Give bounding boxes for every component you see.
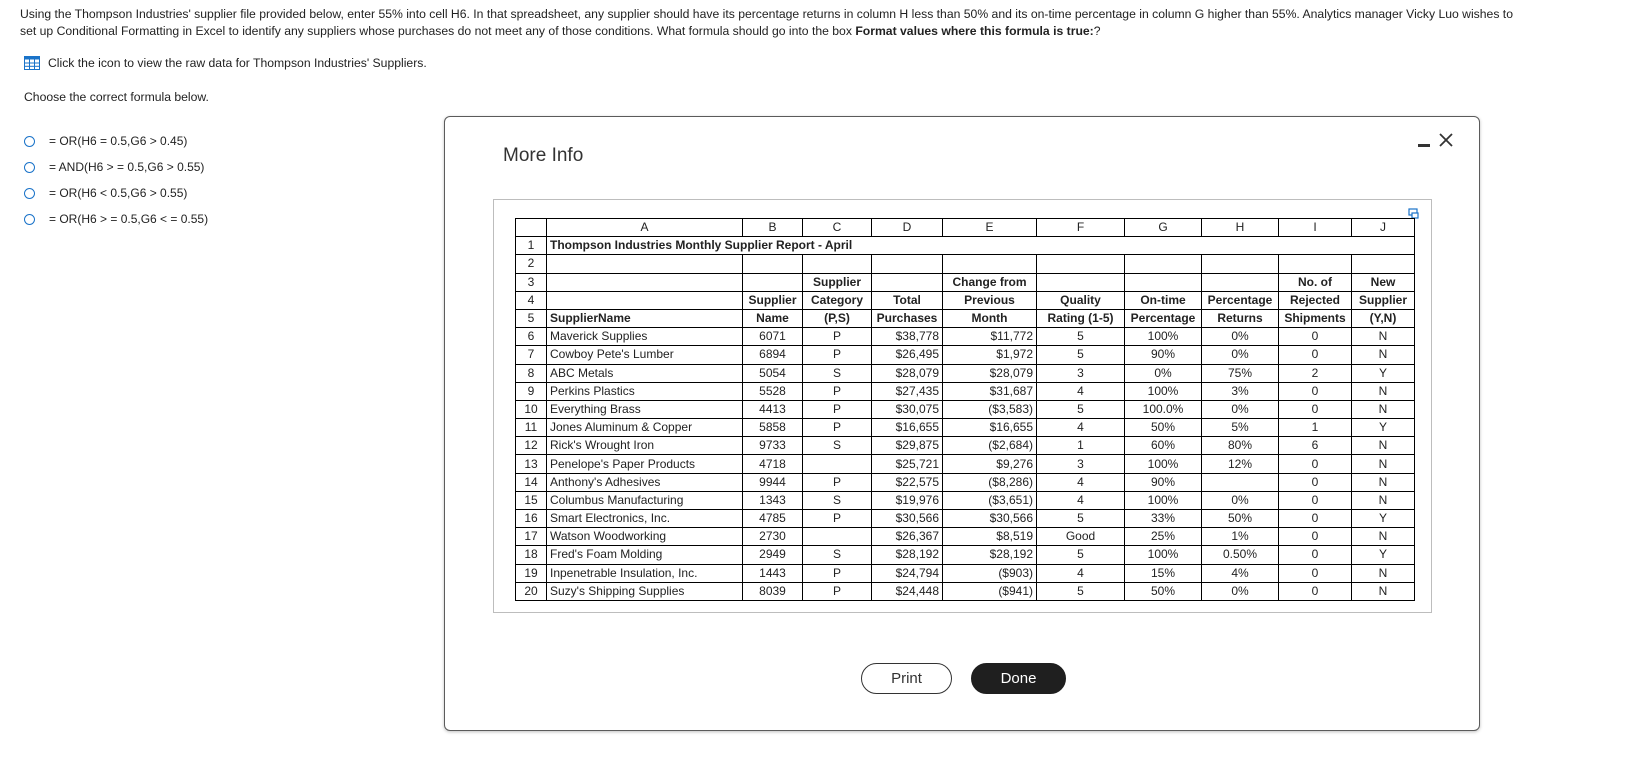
table-cell: 50%: [1125, 419, 1202, 437]
table-cell: 2730: [743, 528, 803, 546]
table-cell: 0%: [1125, 364, 1202, 382]
done-button[interactable]: Done: [971, 663, 1066, 694]
table-cell: 2949: [743, 546, 803, 564]
table-cell: 1443: [743, 564, 803, 582]
question-end: ?: [1093, 24, 1101, 38]
table-cell: Penelope's Paper Products: [547, 455, 743, 473]
table-row: [516, 255, 1415, 273]
table-cell: 4%: [1202, 564, 1279, 582]
table-row: [516, 528, 1415, 546]
table-cell: 75%: [1202, 364, 1279, 382]
table-cell: [1202, 473, 1279, 491]
radio-button[interactable]: [24, 136, 35, 147]
table-cell: 0: [1279, 546, 1352, 564]
table-cell: 0: [1279, 491, 1352, 509]
row-number: 15: [516, 491, 547, 509]
table-cell: 50%: [1125, 582, 1202, 600]
table-cell: N: [1352, 382, 1415, 400]
table-cell: Good: [1037, 528, 1125, 546]
option-label[interactable]: = AND(H6 > = 0.5,G6 > 0.55): [49, 160, 205, 174]
table-row: [516, 510, 1415, 528]
table-cell: Anthony's Adhesives: [547, 473, 743, 491]
table-cell: ($941): [943, 582, 1037, 600]
table-cell: P: [803, 473, 872, 491]
spreadsheet-icon[interactable]: [24, 56, 40, 70]
table-cell: $30,075: [872, 400, 943, 418]
table-cell: 1: [1037, 437, 1125, 455]
table-cell: 25%: [1125, 528, 1202, 546]
table-cell: Inpenetrable Insulation, Inc.: [547, 564, 743, 582]
header-cell: Supplier: [803, 273, 872, 291]
table-cell: 4: [1037, 473, 1125, 491]
table-cell: $31,687: [943, 382, 1037, 400]
table-cell: N: [1352, 473, 1415, 491]
table-cell: 0: [1279, 528, 1352, 546]
row-number: 17: [516, 528, 547, 546]
table-cell: P: [803, 400, 872, 418]
table-cell: 80%: [1202, 437, 1279, 455]
table-cell: Perkins Plastics: [547, 382, 743, 400]
row-number: 4: [516, 291, 547, 309]
table-cell: P: [803, 346, 872, 364]
column-letter-row: [516, 219, 1415, 237]
row-number: 6: [516, 328, 547, 346]
table-cell: Watson Woodworking: [547, 528, 743, 546]
minimize-icon[interactable]: [1417, 133, 1431, 147]
table-cell: 3: [1037, 455, 1125, 473]
table-cell: 0: [1279, 510, 1352, 528]
row-number: 12: [516, 437, 547, 455]
table-cell: $25,721: [872, 455, 943, 473]
row-number: 19: [516, 564, 547, 582]
option-1[interactable]: [24, 128, 208, 154]
header-cell: Percentage: [1125, 309, 1202, 327]
table-cell: 2: [1279, 364, 1352, 382]
table-cell: 0: [1279, 582, 1352, 600]
table-cell: 0%: [1202, 491, 1279, 509]
table-cell: $8,519: [943, 528, 1037, 546]
table-row: [516, 364, 1415, 382]
header-cell: Rating (1-5): [1037, 309, 1125, 327]
cell: [943, 255, 1037, 273]
table-cell: 4: [1037, 564, 1125, 582]
table-cell: 0: [1279, 382, 1352, 400]
row-number: 7: [516, 346, 547, 364]
option-label[interactable]: = OR(H6 < 0.5,G6 > 0.55): [49, 186, 188, 200]
column-letter: E: [943, 219, 1037, 237]
column-letter: G: [1125, 219, 1202, 237]
table-row: [516, 437, 1415, 455]
header-cell: Supplier: [1352, 291, 1415, 309]
table-cell: 0%: [1202, 400, 1279, 418]
table-cell: 4: [1037, 491, 1125, 509]
table-cell: 9944: [743, 473, 803, 491]
table-cell: 5: [1037, 582, 1125, 600]
header-cell: [547, 291, 743, 309]
row-number: 13: [516, 455, 547, 473]
question-line1: Using the Thompson Industries' supplier file provided below, enter 55% into cell H6. In that spreadsheet, any supplier should have its percentage returns in column H less than 50% and its on-time percentage in column G higher than 55%. Analytics manager Vicky Luo wishes to: [20, 7, 1513, 21]
header-cell: Category: [803, 291, 872, 309]
table-row: [516, 328, 1415, 346]
row-number: 16: [516, 510, 547, 528]
table-row: [516, 419, 1415, 437]
table-cell: 4413: [743, 400, 803, 418]
cell: [1202, 255, 1279, 273]
corner-cell: [516, 219, 547, 237]
header-cell: [743, 273, 803, 291]
table-cell: Maverick Supplies: [547, 328, 743, 346]
table-cell: 5528: [743, 382, 803, 400]
table-cell: $22,575: [872, 473, 943, 491]
table-cell: 0: [1279, 455, 1352, 473]
table-cell: ($3,651): [943, 491, 1037, 509]
header-cell: Name: [743, 309, 803, 327]
table-cell: N: [1352, 582, 1415, 600]
table-cell: Y: [1352, 510, 1415, 528]
header-cell: [1202, 273, 1279, 291]
header-cell: Change from: [943, 273, 1037, 291]
header-cell: Month: [943, 309, 1037, 327]
table-cell: ($2,684): [943, 437, 1037, 455]
table-cell: 100%: [1125, 491, 1202, 509]
table-cell: $30,566: [872, 510, 943, 528]
table-cell: P: [803, 382, 872, 400]
header-cell: Returns: [1202, 309, 1279, 327]
header-cell: Quality: [1037, 291, 1125, 309]
table-cell: P: [803, 510, 872, 528]
table-cell: N: [1352, 346, 1415, 364]
header-row: [516, 291, 1415, 309]
sheet-title: Thompson Industries Monthly Supplier Report - April: [547, 237, 1415, 255]
table-cell: 6071: [743, 328, 803, 346]
table-cell: 1%: [1202, 528, 1279, 546]
radio-button[interactable]: [24, 214, 35, 225]
table-cell: N: [1352, 491, 1415, 509]
cell: [1352, 255, 1415, 273]
table-row: [516, 564, 1415, 582]
table-cell: P: [803, 419, 872, 437]
option-label[interactable]: = OR(H6 > = 0.5,G6 < = 0.55): [49, 212, 209, 226]
answer-options: [24, 128, 208, 232]
table-cell: 4: [1037, 382, 1125, 400]
table-cell: 0: [1279, 473, 1352, 491]
table-cell: 3: [1037, 364, 1125, 382]
header-cell: Purchases: [872, 309, 943, 327]
table-row: [516, 382, 1415, 400]
row-number: 20: [516, 582, 547, 600]
table-cell: $30,566: [943, 510, 1037, 528]
table-cell: [803, 455, 872, 473]
table-cell: $19,976: [872, 491, 943, 509]
table-cell: 6: [1279, 437, 1352, 455]
choose-prompt: Choose the correct formula below.: [24, 90, 209, 104]
table-cell: 0.50%: [1202, 546, 1279, 564]
header-cell: On-time: [1125, 291, 1202, 309]
cell: [1037, 255, 1125, 273]
table-cell: $29,875: [872, 437, 943, 455]
option-4[interactable]: [24, 206, 208, 232]
header-cell: Shipments: [1279, 309, 1352, 327]
column-letter: I: [1279, 219, 1352, 237]
table-cell: N: [1352, 455, 1415, 473]
column-letter: J: [1352, 219, 1415, 237]
spreadsheet-panel: [493, 199, 1432, 613]
table-cell: 4785: [743, 510, 803, 528]
table-cell: 12%: [1202, 455, 1279, 473]
row-number: 11: [516, 419, 547, 437]
table-cell: Columbus Manufacturing: [547, 491, 743, 509]
table-cell: $27,435: [872, 382, 943, 400]
table-cell: 50%: [1202, 510, 1279, 528]
table-cell: 5054: [743, 364, 803, 382]
print-button[interactable]: Print: [861, 663, 952, 694]
table-cell: 0%: [1202, 328, 1279, 346]
table-row: [516, 473, 1415, 491]
dialog-title: More Info: [503, 145, 584, 166]
table-cell: $26,367: [872, 528, 943, 546]
table-cell: ($3,583): [943, 400, 1037, 418]
table-row: [516, 582, 1415, 600]
header-cell: New: [1352, 273, 1415, 291]
table-cell: $24,794: [872, 564, 943, 582]
raw-data-link-text[interactable]: Click the icon to view the raw data for Thompson Industries' Suppliers.: [48, 56, 427, 70]
table-cell: $16,655: [943, 419, 1037, 437]
question-bold-phrase: Format values where this formula is true:: [855, 24, 1094, 38]
row-number: 3: [516, 273, 547, 291]
table-cell: S: [803, 437, 872, 455]
table-cell: 0: [1279, 564, 1352, 582]
table-row: [516, 237, 1415, 255]
raw-data-link[interactable]: [24, 56, 427, 70]
header-row: [516, 309, 1415, 327]
header-row: [516, 273, 1415, 291]
column-letter: F: [1037, 219, 1125, 237]
table-row: [516, 346, 1415, 364]
table-cell: Fred's Foam Molding: [547, 546, 743, 564]
row-number: 18: [516, 546, 547, 564]
table-row: [516, 491, 1415, 509]
column-letter: A: [547, 219, 743, 237]
row-number: 1: [516, 237, 547, 255]
table-cell: 1343: [743, 491, 803, 509]
header-cell: Previous: [943, 291, 1037, 309]
radio-button[interactable]: [24, 188, 35, 199]
table-cell: 5858: [743, 419, 803, 437]
table-cell: 8039: [743, 582, 803, 600]
option-3[interactable]: [24, 180, 208, 206]
table-cell: Suzy's Shipping Supplies: [547, 582, 743, 600]
table-cell: 100%: [1125, 382, 1202, 400]
table-cell: 5: [1037, 546, 1125, 564]
table-cell: P: [803, 564, 872, 582]
table-row: [516, 455, 1415, 473]
table-cell: S: [803, 364, 872, 382]
row-number: 8: [516, 364, 547, 382]
table-row: [516, 400, 1415, 418]
table-cell: N: [1352, 437, 1415, 455]
column-letter: B: [743, 219, 803, 237]
table-cell: S: [803, 546, 872, 564]
header-cell: SupplierName: [547, 309, 743, 327]
table-cell: ($8,286): [943, 473, 1037, 491]
table-cell: 5: [1037, 328, 1125, 346]
header-cell: [1125, 273, 1202, 291]
table-cell: 15%: [1125, 564, 1202, 582]
cell: [803, 255, 872, 273]
header-cell: (Y,N): [1352, 309, 1415, 327]
supplier-table: [515, 218, 1415, 601]
table-cell: 9733: [743, 437, 803, 455]
question-text: [20, 6, 1620, 40]
row-number: 2: [516, 255, 547, 273]
table-cell: [803, 528, 872, 546]
table-cell: Jones Aluminum & Copper: [547, 419, 743, 437]
table-cell: 6894: [743, 346, 803, 364]
table-cell: Y: [1352, 419, 1415, 437]
table-cell: $16,655: [872, 419, 943, 437]
table-cell: 0: [1279, 346, 1352, 364]
table-cell: $28,192: [872, 546, 943, 564]
table-cell: Everything Brass: [547, 400, 743, 418]
table-cell: $28,079: [872, 364, 943, 382]
table-cell: Smart Electronics, Inc.: [547, 510, 743, 528]
header-cell: [872, 273, 943, 291]
header-cell: No. of: [1279, 273, 1352, 291]
option-label[interactable]: = OR(H6 = 0.5,G6 > 0.45): [49, 134, 188, 148]
cell: [872, 255, 943, 273]
table-cell: 100.0%: [1125, 400, 1202, 418]
table-cell: Cowboy Pete's Lumber: [547, 346, 743, 364]
table-cell: $24,448: [872, 582, 943, 600]
table-cell: 1: [1279, 419, 1352, 437]
row-number: 10: [516, 400, 547, 418]
table-cell: $11,772: [943, 328, 1037, 346]
header-cell: Percentage: [1202, 291, 1279, 309]
table-cell: $28,079: [943, 364, 1037, 382]
header-cell: [547, 273, 743, 291]
radio-button[interactable]: [24, 162, 35, 173]
table-cell: 60%: [1125, 437, 1202, 455]
question-line2: set up Conditional Formatting in Excel to identify any suppliers whose purchases do not meet any of those conditions. What formula should go into the box: [20, 24, 856, 38]
cell: [1125, 255, 1202, 273]
table-cell: $9,276: [943, 455, 1037, 473]
table-cell: 5: [1037, 346, 1125, 364]
table-cell: N: [1352, 400, 1415, 418]
cell: [547, 255, 743, 273]
header-cell: Rejected: [1279, 291, 1352, 309]
header-cell: Supplier: [743, 291, 803, 309]
table-row: [516, 546, 1415, 564]
table-cell: N: [1352, 528, 1415, 546]
table-cell: P: [803, 328, 872, 346]
header-cell: [1037, 273, 1125, 291]
table-cell: ABC Metals: [547, 364, 743, 382]
table-cell: 0%: [1202, 582, 1279, 600]
column-letter: H: [1202, 219, 1279, 237]
column-letter: C: [803, 219, 872, 237]
table-cell: 4718: [743, 455, 803, 473]
table-cell: 100%: [1125, 455, 1202, 473]
table-cell: 5: [1037, 510, 1125, 528]
table-cell: Rick's Wrought Iron: [547, 437, 743, 455]
header-cell: (P,S): [803, 309, 872, 327]
table-cell: Y: [1352, 364, 1415, 382]
row-number: 5: [516, 309, 547, 327]
table-cell: 90%: [1125, 473, 1202, 491]
table-cell: 0: [1279, 328, 1352, 346]
row-number: 14: [516, 473, 547, 491]
table-cell: $38,778: [872, 328, 943, 346]
row-number: 9: [516, 382, 547, 400]
cell: [743, 255, 803, 273]
table-cell: 100%: [1125, 546, 1202, 564]
table-cell: P: [803, 582, 872, 600]
table-cell: 0: [1279, 400, 1352, 418]
header-cell: Total: [872, 291, 943, 309]
table-cell: 3%: [1202, 382, 1279, 400]
option-2[interactable]: [24, 154, 208, 180]
cell: [1279, 255, 1352, 273]
table-cell: $1,972: [943, 346, 1037, 364]
column-letter: D: [872, 219, 943, 237]
table-cell: 5: [1037, 400, 1125, 418]
table-cell: N: [1352, 328, 1415, 346]
table-cell: N: [1352, 564, 1415, 582]
more-info-dialog: [444, 116, 1480, 731]
close-icon[interactable]: [1437, 131, 1455, 149]
table-cell: 5%: [1202, 419, 1279, 437]
table-cell: S: [803, 491, 872, 509]
table-cell: 0%: [1202, 346, 1279, 364]
table-cell: ($903): [943, 564, 1037, 582]
table-cell: Y: [1352, 546, 1415, 564]
table-cell: 4: [1037, 419, 1125, 437]
table-cell: $26,495: [872, 346, 943, 364]
table-cell: 33%: [1125, 510, 1202, 528]
table-cell: 90%: [1125, 346, 1202, 364]
table-cell: 100%: [1125, 328, 1202, 346]
table-cell: $28,192: [943, 546, 1037, 564]
